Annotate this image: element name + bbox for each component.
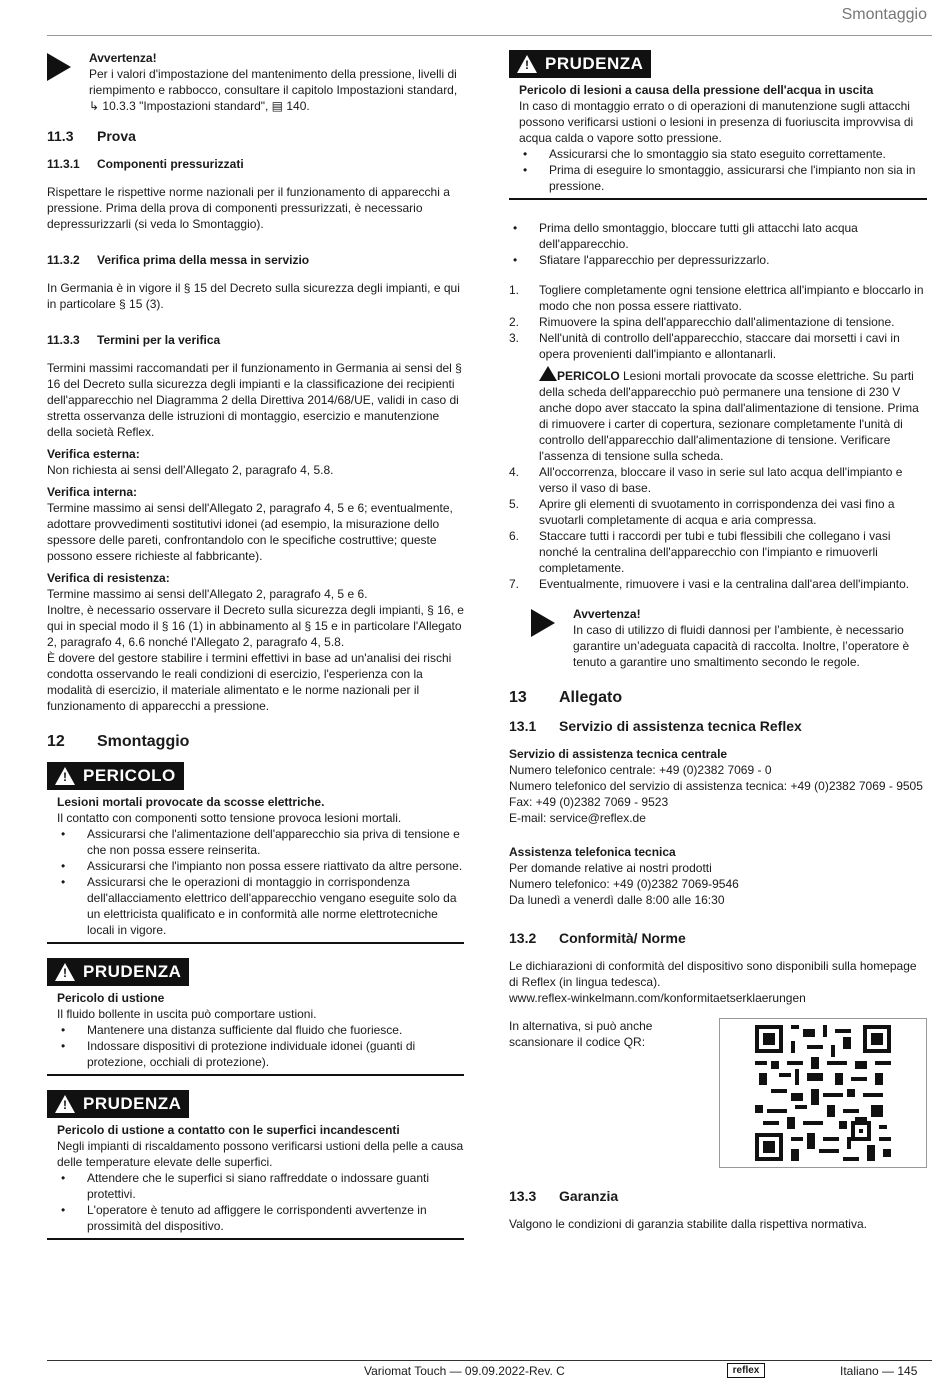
section-heading: 13.2 Conformità/ Norme [509, 930, 686, 946]
step-item: 7. Eventualmente, rimuovere i vasi e la centralina dall'area dell'impianto. [509, 577, 910, 591]
qr-code-icon [755, 1025, 891, 1161]
contact-line: Per domande relative ai nostri prodotti [509, 861, 712, 875]
contact-line: Numero telefonico: +49 (0)2382 7069-9546 [509, 877, 739, 891]
paragraph: Termine massimo ai sensi dell'Allegato 2, paragrafo 4, 5 e 6; eventualmente, adottare provvedimenti sostitutivi idonei (ad esempio, la misurazione dello spessore delle pareti, confrontandolo con le specifiche costruttive; queste possono essere richieste al fabbricante). [47, 501, 453, 563]
label: Verifica di resistenza: [47, 571, 170, 585]
subsection-heading: 11.3.2 Verifica prima della messa in servizio [47, 253, 310, 267]
paragraph: Le dichiarazioni di conformità del dispositivo sono disponibili sulla homepage di Reflex (in lingua tedesca). [509, 959, 917, 989]
warning-icon: ! [55, 963, 75, 981]
paragraph: Rispettare le rispettive norme nazionali per il funzionamento di apparecchi a pressione. Prima della prova di componenti pressurizzati, è necessario depressurizzarli (si veda lo Smontaggio). [47, 185, 450, 231]
paragraph: Inoltre, è necessario osservare il Decreto sulla sicurezza degli impianti, § 16, e qui in special modo il § 16 (1) in abbinamento al § 15 e in particolare l'Allegato 2, paragrafo 4, 6.6 nonché l'Allegato 2, paragrafo 4, 5.8. [47, 603, 464, 649]
note-text: In caso di utilizzo di fluidi dannosi per l’ambiente, è necessario garantire un’adeguata capacità di raccolta. Inoltre, l’operatore è tenuto a garantire uno smaltimento secondo le regole. [573, 623, 910, 669]
paragraph: Valgono le condizioni di garanzia stabilite dalla rispettiva normativa. [509, 1217, 867, 1231]
qr-caption: In alternativa, si può anche scansionare il codice QR: [509, 1019, 653, 1049]
section-heading: 11.3 Prova [47, 128, 136, 144]
danger-box [47, 762, 464, 944]
label: Verifica esterna: [47, 447, 140, 461]
footer-rule [47, 1360, 932, 1361]
caution-box [47, 958, 464, 1076]
left-column [47, 50, 464, 1254]
paragraph: Non richiesta ai sensi dell'Allegato 2, paragrafo 4, 5.8. [47, 463, 334, 477]
subsection-heading: 11.3.3 Termini per la verifica [47, 333, 221, 347]
chapter-heading: 12 Smontaggio [47, 733, 190, 750]
list-item: • Assicurarsi che l'impianto non possa essere riattivato da altre persone. [61, 859, 463, 873]
warning-icon: ! [55, 1095, 75, 1113]
list-item: • Indossare dispositivi di protezione individuale idonei (guanti di protezione, occhiali di protezione). [61, 1039, 416, 1069]
inline-danger-note: PERICOLO Lesioni mortali provocate da scosse elettriche. Su parti della scheda dell'apparecchio può permanere una tensione di 230 V anche dopo aver staccato la spina dall'alimentazione di tensione. Prima di rimuovere i carter di copertura, sezionare completamente l'unità di controllo dell'apparecchio dall'alimentazione di tensione. Verificare l'assenza di tensione sulla scheda. [509, 366, 927, 464]
note-box [509, 606, 927, 670]
label: Servizio di assistenza tecnica centrale [509, 747, 728, 761]
note-title: Avvertenza! [89, 51, 157, 65]
caution-badge: ! PRUDENZA [47, 1090, 189, 1118]
note-text: Per i valori d'impostazione del mantenimento della pressione, livelli di riempimento e rabbocco, consultare il capitolo Impostazioni standard, ↳ 10.3.3 "Impostazioni standard", ▤ 140. [89, 67, 458, 113]
caution-box [509, 50, 927, 200]
contact-line: Da lunedì a venerdì dalle 8:00 alle 16:30 [509, 893, 725, 907]
list-item: • L'operatore è tenuto ad affiggere le corrispondenti avvertenze in prossimità del dispositivo. [61, 1203, 427, 1233]
footer-page-number: Italiano — 145 [840, 1364, 918, 1378]
list-item: • Sfiatare l'apparecchio per depressurizzarlo. [513, 253, 770, 267]
warning-title: Pericolo di lesioni a causa della pressione dell'acqua in uscita [519, 83, 874, 97]
paragraph: In Germania è in vigore il § 15 del Decreto sulla sicurezza degli impianti, e qui in particolare § 15 (3). [47, 281, 460, 311]
list-item: • Prima dello smontaggio, bloccare tutti gli attacchi lato acqua dell'apparecchio. [513, 221, 858, 251]
arrow-icon [47, 50, 89, 114]
note-box [47, 50, 464, 114]
section-heading: 13.3 Garanzia [509, 1188, 619, 1204]
note-title: Avvertenza! [573, 607, 641, 621]
danger-badge: ! PERICOLO [47, 762, 184, 790]
contact-line: Numero telefonico centrale: +49 (0)2382 7069 - 0 [509, 763, 772, 777]
warning-title: Lesioni mortali provocate da scosse elettriche. [57, 795, 325, 809]
warning-text: In caso di montaggio errato o di operazioni di manutenzione sugli attacchi possono verificarsi ustioni o lesioni in presenza di fuoriuscita improvvisa di acqua calda o vapore sotto pressione. [519, 99, 914, 145]
contact-line: Fax: +49 (0)2382 7069 - 9523 [509, 795, 669, 809]
step-item: 1. Togliere completamente ogni tensione elettrica all'impianto e bloccarlo in modo che non possa essere riattivato. [509, 283, 924, 313]
step-item: 6. Staccare tutti i raccordi per tubi e tubi flessibili che collegano i vasi nonché la centralina dell'apparecchio con l'impianto e rimuoverli completamente. [509, 529, 891, 575]
url-text: www.reflex-winkelmann.com/konformitaetserklaerungen [509, 991, 806, 1005]
contact-line: E-mail: service@reflex.de [509, 811, 646, 825]
chapter-heading: 13 Allegato [509, 689, 623, 706]
caution-badge: ! PRUDENZA [47, 958, 189, 986]
warning-text: Il fluido bollente in uscita può comportare ustioni. [57, 1007, 317, 1021]
paragraph: Termini massimi raccomandati per il funzionamento in Germania ai sensi del § 16 del Decreto sulla sicurezza degli impianti e la classificazione dei recipienti dell'apparecchio nel Diagramma 2 della Direttiva 2014/68/UE, validi in caso di stretta osservanza delle istruzioni di montaggio, esercizio e manutenzione della società Reflex. [47, 361, 462, 439]
right-column [509, 50, 927, 1232]
reflex-logo: reflex [727, 1363, 765, 1378]
list-item: • Prima di eseguire lo smontaggio, assicurarsi che l'impianto non sia in pressione. [523, 163, 916, 193]
qr-row [509, 1018, 927, 1168]
header-rule [47, 35, 932, 36]
paragraph: È dovere del gestore stabilire i termini effettivi in base ad un'analisi dei rischi condotta osservando le reali condizioni di esercizio, l'esperienza con la modalità di esercizio, il materiale alimentato e le norme nazionali per il funzionamento di apparecchi a pressione. [47, 651, 452, 713]
step-item: 5. Aprire gli elementi di svuotamento in corrispondenza dei vasi fino a svuotarli completamente di acqua e aria compressa. [509, 497, 895, 527]
warning-icon [539, 366, 557, 381]
warning-title: Pericolo di ustione [57, 991, 165, 1005]
step-list [509, 464, 927, 592]
step-item: 2. Rimuovere la spina dell'apparecchio dall'alimentazione di tensione. [509, 315, 895, 329]
list-item: • Assicurarsi che lo smontaggio sia stato eseguito correttamente. [523, 147, 886, 161]
warning-text: Il contatto con componenti sotto tensione provoca lesioni mortali. [57, 811, 402, 825]
step-item: 4. All'occorrenza, bloccare il vaso in serie sul lato acqua dell'impianto e verso il vaso di base. [509, 465, 903, 495]
contact-line: Numero telefonico del servizio di assistenza tecnica: +49 (0)2382 7069 - 9505 [509, 779, 923, 793]
list-item: • Attendere che le superfici si siano raffreddate o indossare guanti protettivi. [61, 1171, 429, 1201]
bullet-list [509, 220, 927, 268]
caution-box [47, 1090, 464, 1240]
paragraph: Termine massimo ai sensi dell'Allegato 2, paragrafo 4, 5 e 6. [47, 587, 368, 601]
list-item: • Mantenere una distanza sufficiente dal fluido che fuoriesce. [61, 1023, 403, 1037]
warning-text: Negli impianti di riscaldamento possono verificarsi ustioni della pelle a causa delle temperature elevate delle superfici. [57, 1139, 464, 1169]
warning-icon: ! [517, 55, 537, 73]
step-list [509, 282, 927, 362]
list-item: • Assicurarsi che le operazioni di montaggio in corrispondenza dell'allacciamento elettrico dell'apparecchio vengano eseguite solo da un elettricista qualificato e in conformità alle norme elettrotecniche locali in vigore. [61, 875, 457, 937]
section-heading: 13.1 Servizio di assistenza tecnica Reflex [509, 718, 802, 734]
arrow-icon [531, 606, 573, 670]
footer-document-info: Variomat Touch — 09.09.2022-Rev. C [364, 1364, 565, 1378]
subsection-heading: 11.3.1 Componenti pressurizzati [47, 157, 244, 171]
qr-code-frame [719, 1018, 928, 1168]
warning-title: Pericolo di ustione a contatto con le superfici incandescenti [57, 1123, 400, 1137]
page-header-title: Smontaggio [841, 6, 927, 23]
step-item: 3. Nell'unità di controllo dell'apparecchio, staccare dai morsetti i cavi in opera provenienti dall'impianto e allontanarli. [509, 331, 900, 361]
label: Verifica interna: [47, 485, 138, 499]
caution-badge: ! PRUDENZA [509, 50, 651, 78]
warning-icon: ! [55, 767, 75, 785]
label: Assistenza telefonica tecnica [509, 845, 676, 859]
list-item: • Assicurarsi che l'alimentazione dell'apparecchio sia priva di tensione e che non possa essere reinserita. [61, 827, 460, 857]
